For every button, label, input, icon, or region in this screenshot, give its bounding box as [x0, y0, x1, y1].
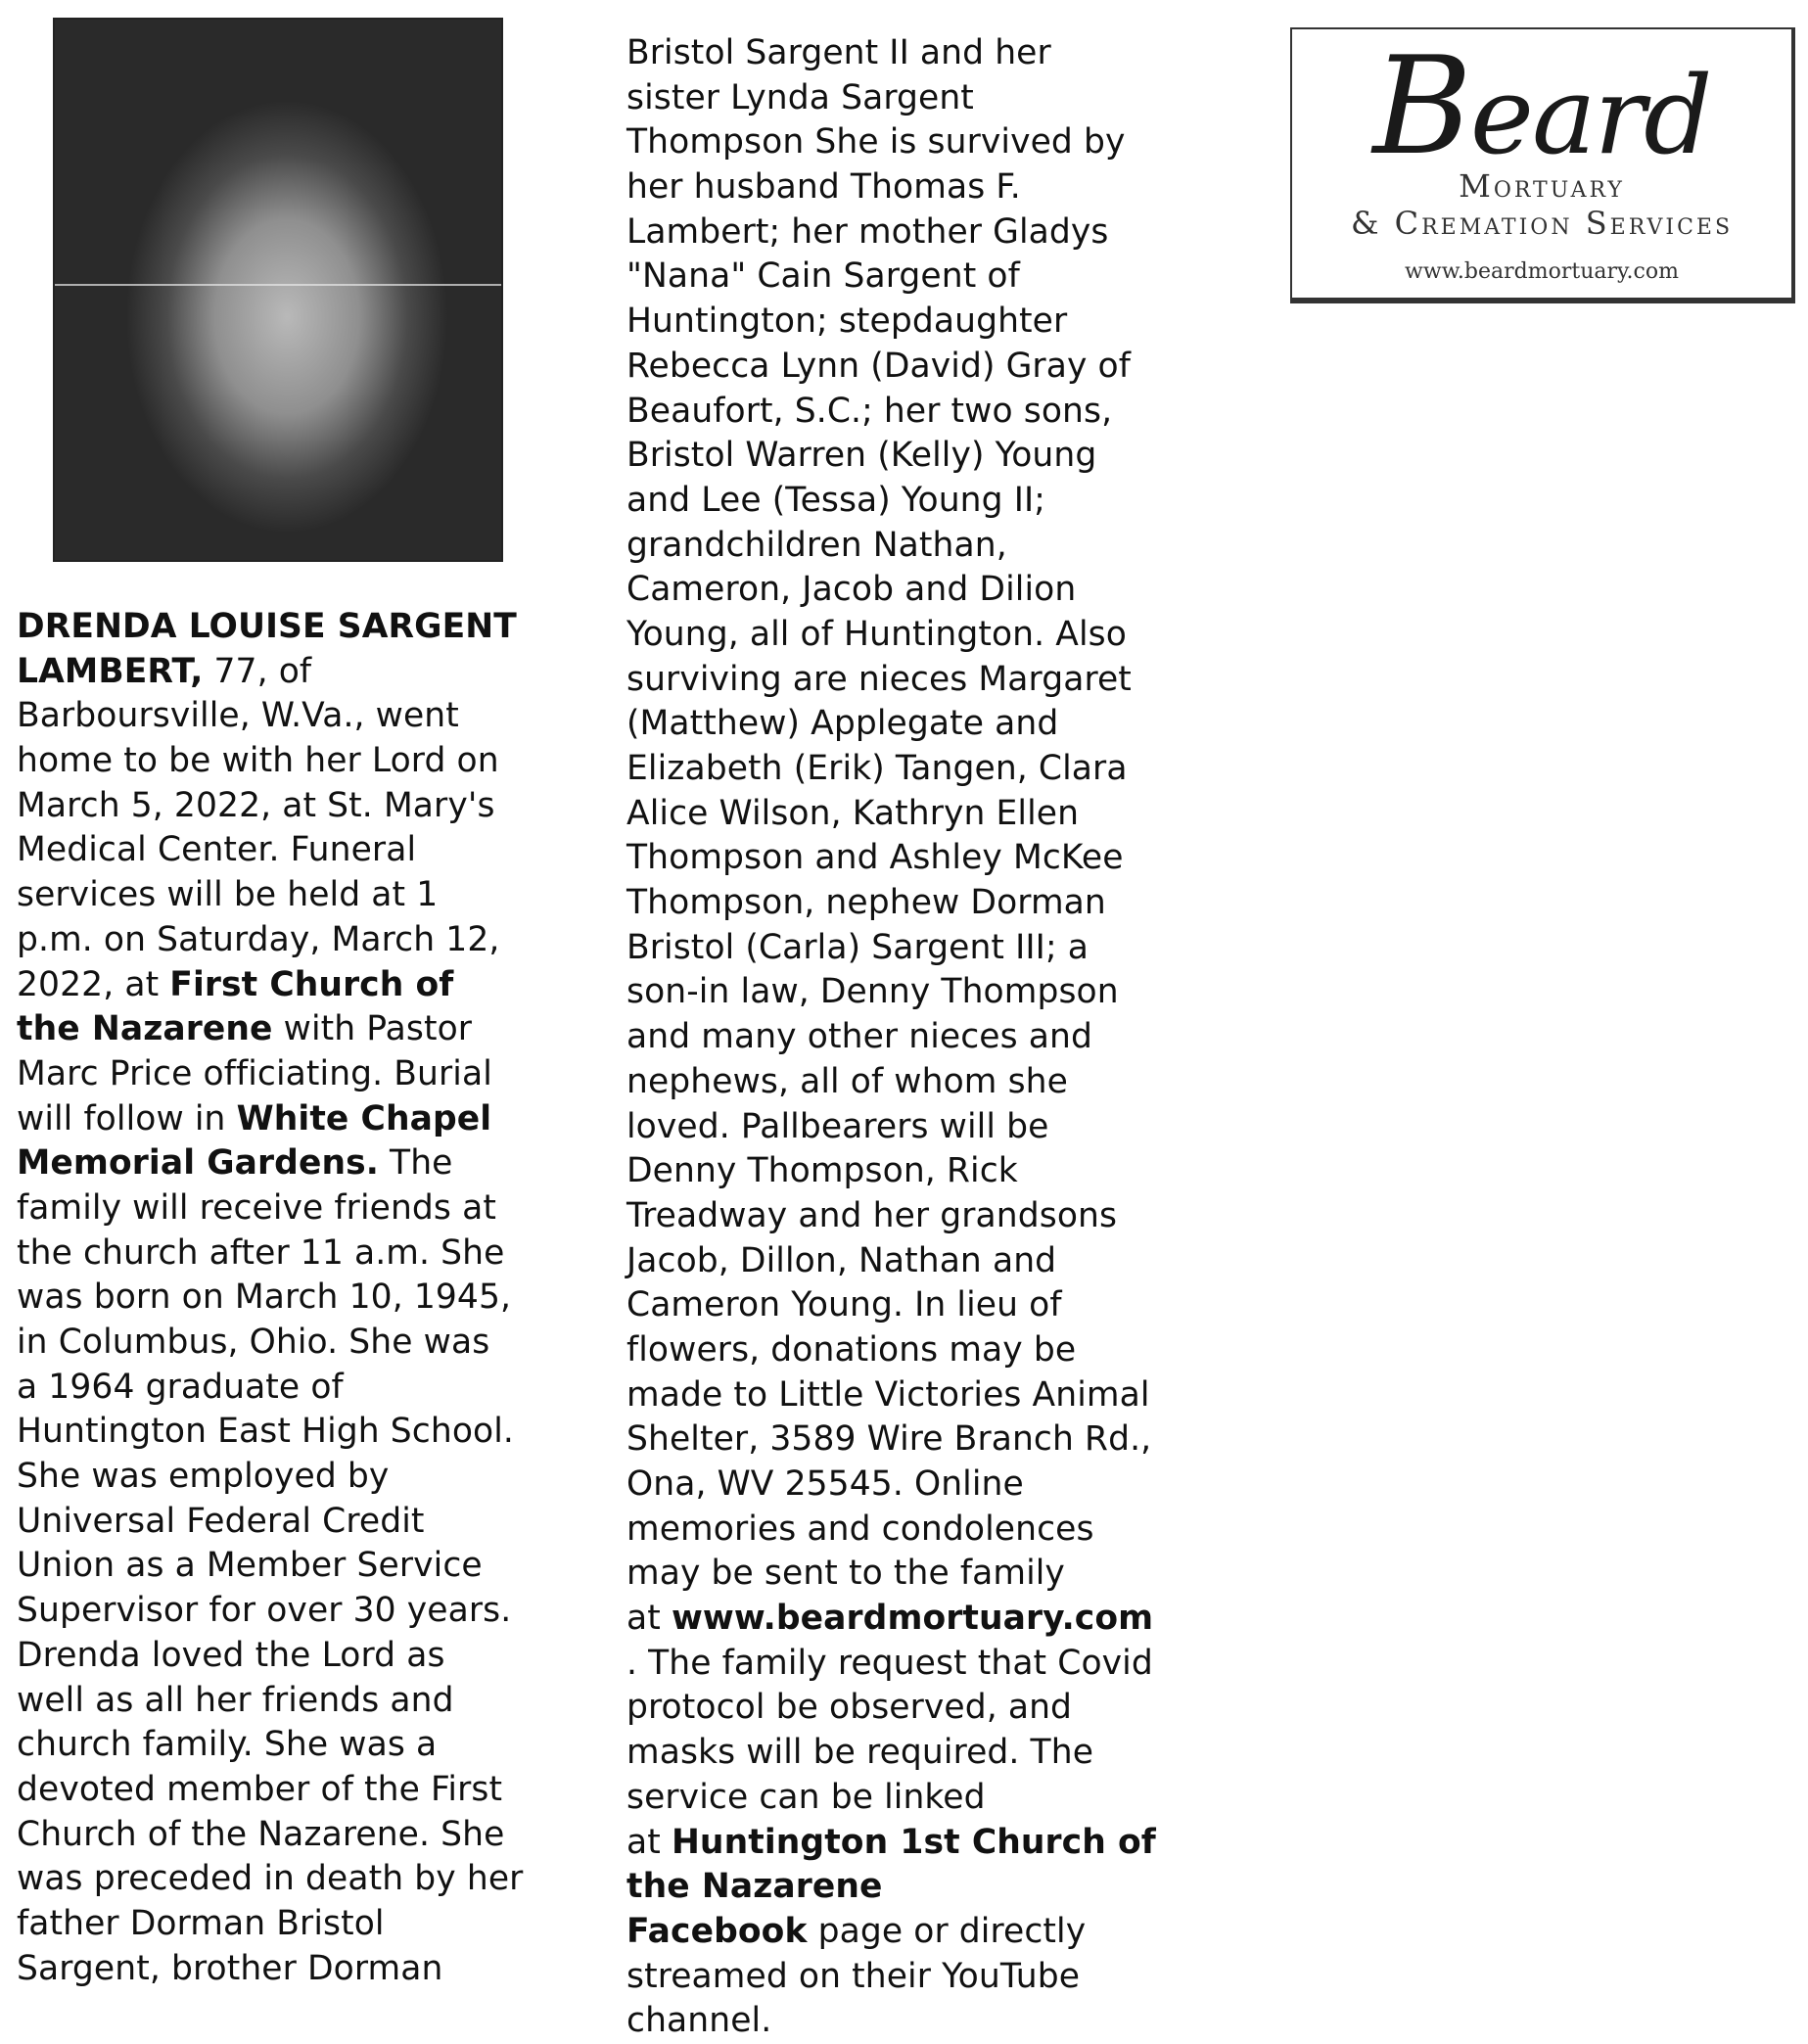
logo-rest: eard	[1469, 53, 1711, 178]
text-line	[17, 873, 584, 918]
text-segment: loved. Pallbearers will be	[626, 1106, 1049, 1146]
text-line	[17, 1097, 584, 1142]
text-line	[626, 1105, 1214, 1150]
obituary-column-2	[626, 31, 1214, 2044]
text-line	[626, 434, 1214, 479]
text-line	[17, 1768, 584, 1813]
text-segment: surviving are nieces Margaret	[626, 659, 1132, 699]
text-line	[17, 1141, 584, 1186]
text-segment: sister Lynda Sargent	[626, 77, 974, 117]
text-segment: Cameron Young. In lieu of	[626, 1285, 1062, 1325]
text-line	[626, 926, 1214, 971]
ad-tagline-cremation: & Cremation Services	[1350, 205, 1734, 242]
ad-website: www.beardmortuary.com	[1405, 259, 1679, 284]
text-segment: Drenda loved the Lord as	[17, 1635, 445, 1675]
text-segment: Sargent, brother Dorman	[17, 1948, 443, 1988]
text-segment: father Dorman Bristol	[17, 1903, 385, 1943]
text-segment: services will be held at 1	[17, 875, 439, 915]
bold-text: Memorial Gardens.	[17, 1143, 379, 1184]
text-segment: Bristol Warren (Kelly) Young	[626, 436, 1097, 476]
text-line	[626, 1686, 1214, 1731]
text-segment: March 5, 2022, at St. Mary's	[17, 785, 495, 825]
text-segment: (Matthew) Applegate and	[626, 704, 1059, 744]
ad-tagline-mortuary: Mortuary	[1459, 167, 1625, 205]
text-segment: flowers, donations may be	[626, 1329, 1077, 1370]
text-line	[17, 1589, 584, 1634]
text-line	[17, 1321, 584, 1366]
text-line	[626, 1508, 1214, 1553]
text-segment: Thompson She is survived by	[626, 122, 1126, 163]
bold-text: LAMBERT,	[17, 651, 204, 691]
text-line	[626, 1910, 1214, 1955]
text-line	[17, 650, 584, 695]
text-segment: Bristol Sargent II and her	[626, 33, 1051, 72]
text-segment: grandchildren Nathan,	[626, 525, 1007, 565]
text-line	[626, 881, 1214, 926]
text-line	[626, 1999, 1214, 2044]
text-segment: with Pastor	[272, 1009, 473, 1049]
text-segment: Huntington East High School.	[17, 1412, 514, 1452]
text-segment: nephews, all of whom she	[626, 1061, 1068, 1101]
text-line	[626, 345, 1214, 390]
text-line	[626, 658, 1214, 703]
text-segment: channel.	[626, 2001, 772, 2041]
text-line	[626, 1194, 1214, 1239]
bold-text: www.beardmortuary.com	[671, 1599, 1154, 1639]
text-line	[17, 1366, 584, 1411]
text-line	[626, 1328, 1214, 1373]
text-segment: Union as a Member Service	[17, 1546, 483, 1586]
text-segment: son-in law, Denny Thompson	[626, 972, 1119, 1012]
text-line	[626, 1731, 1214, 1776]
text-segment: will follow in	[17, 1098, 237, 1138]
text-line	[17, 1500, 584, 1545]
text-segment: Thompson and Ashley McKee	[626, 838, 1124, 878]
text-segment: Young, all of Huntington. Also	[626, 614, 1127, 654]
text-segment: Bristol (Carla) Sargent III; a	[626, 927, 1089, 967]
text-segment: may be sent to the family	[626, 1554, 1065, 1594]
text-line	[626, 1015, 1214, 1060]
text-segment: page or directly	[807, 1911, 1087, 1951]
text-line	[626, 1149, 1214, 1194]
text-line	[626, 747, 1214, 792]
text-line	[626, 792, 1214, 837]
text-line	[626, 1552, 1214, 1597]
text-line	[626, 120, 1214, 165]
text-line	[626, 1417, 1214, 1463]
text-segment: Beaufort, S.C.; her two sons,	[626, 391, 1113, 431]
text-segment: Denny Thompson, Rick	[626, 1151, 1018, 1191]
text-line	[17, 1857, 584, 1902]
text-line	[17, 1007, 584, 1052]
obituary-column-1	[17, 605, 584, 1991]
text-segment: was born on March 10, 1945,	[17, 1278, 512, 1318]
beard-mortuary-advertisement	[1290, 27, 1795, 303]
text-segment: at	[626, 1599, 672, 1639]
text-line	[626, 970, 1214, 1015]
text-line	[626, 702, 1214, 747]
text-segment: made to Little Victories Animal	[626, 1374, 1150, 1415]
text-line	[626, 613, 1214, 658]
text-line	[17, 1947, 584, 1992]
text-line	[17, 1723, 584, 1768]
text-line	[626, 1463, 1214, 1508]
text-line	[626, 1239, 1214, 1284]
text-line	[626, 1597, 1214, 1642]
text-line	[626, 1955, 1214, 2000]
text-segment: 77, of	[203, 651, 312, 691]
text-segment: Universal Federal Credit	[17, 1501, 425, 1541]
text-line	[626, 568, 1214, 613]
text-segment: and many other nieces and	[626, 1017, 1092, 1057]
text-line	[626, 255, 1214, 300]
bold-text: the Nazarene	[17, 1009, 273, 1049]
text-segment: and Lee (Tessa) Young II;	[626, 480, 1045, 520]
text-segment: Barboursville, W.Va., went	[17, 696, 459, 736]
text-segment: protocol be observed, and	[626, 1688, 1073, 1728]
scan-artifact	[55, 284, 501, 286]
text-segment: Ona, WV 25545. Online	[626, 1464, 1024, 1504]
text-line	[17, 1679, 584, 1724]
text-segment: Rebecca Lynn (David) Gray of	[626, 346, 1131, 386]
text-segment: Lambert; her mother Gladys	[626, 211, 1109, 252]
text-line	[17, 828, 584, 873]
text-segment: family will receive friends at	[17, 1187, 496, 1228]
text-line	[17, 1902, 584, 1947]
text-segment: Elizabeth (Erik) Tangen, Clara	[626, 749, 1128, 788]
text-line	[17, 963, 584, 1008]
text-line	[17, 1052, 584, 1097]
text-segment: Marc Price officiating. Burial	[17, 1053, 492, 1093]
text-line	[626, 1373, 1214, 1418]
text-segment: . The family request that Covid	[626, 1643, 1153, 1683]
text-segment: Cameron, Jacob and Dilion	[626, 570, 1077, 610]
text-segment: at	[626, 1822, 672, 1862]
text-segment: devoted member of the First	[17, 1769, 503, 1809]
text-segment: Church of the Nazarene. She	[17, 1814, 505, 1854]
portrait-photo	[53, 18, 503, 562]
text-line	[626, 76, 1214, 121]
text-line	[17, 1455, 584, 1500]
text-line	[17, 918, 584, 963]
text-line	[626, 1060, 1214, 1105]
text-line	[17, 1410, 584, 1455]
beard-logo-wordmark	[1292, 27, 1791, 185]
text-segment: the church after 11 a.m. She	[17, 1232, 505, 1273]
text-segment: p.m. on Saturday, March 12,	[17, 919, 500, 959]
text-segment: home to be with her Lord on	[17, 741, 499, 781]
text-segment: Huntington; stepdaughter	[626, 302, 1068, 342]
text-segment: The	[378, 1143, 453, 1184]
text-line	[17, 739, 584, 784]
text-line	[626, 165, 1214, 210]
text-line	[17, 694, 584, 739]
text-line	[626, 1283, 1214, 1328]
text-segment: Medical Center. Funeral	[17, 830, 417, 870]
text-segment: was preceded in death by her	[17, 1859, 524, 1899]
text-line	[17, 1544, 584, 1589]
text-segment: 2022, at	[17, 964, 170, 1004]
bold-text: Huntington 1st Church of	[671, 1822, 1156, 1862]
text-segment: Treadway and her grandsons	[626, 1195, 1118, 1235]
text-segment: Alice Wilson, Kathryn Ellen	[626, 793, 1080, 833]
text-segment: streamed on their YouTube	[626, 1956, 1081, 1996]
text-line	[17, 1634, 584, 1679]
text-line	[17, 1813, 584, 1858]
text-line	[17, 1276, 584, 1321]
text-line	[17, 1186, 584, 1231]
text-segment: masks will be required. The	[626, 1733, 1094, 1773]
text-segment: Shelter, 3589 Wire Branch Rd.,	[626, 1419, 1152, 1460]
text-segment: her husband Thomas F.	[626, 167, 1021, 208]
text-line	[626, 1821, 1214, 1866]
text-segment: Thompson, nephew Dorman	[626, 883, 1106, 923]
bold-text: First Church of	[169, 964, 454, 1004]
bold-text: Facebook	[626, 1911, 808, 1951]
text-segment: a 1964 graduate of	[17, 1367, 344, 1407]
text-line	[17, 784, 584, 829]
text-segment: well as all her friends and	[17, 1680, 454, 1720]
text-segment: service can be linked	[626, 1777, 986, 1817]
text-line	[626, 390, 1214, 435]
text-segment: She was employed by	[17, 1457, 390, 1497]
text-segment: memories and condolences	[626, 1509, 1094, 1549]
bold-text: the Nazarene	[626, 1867, 883, 1907]
text-segment: church family. She was a	[17, 1725, 438, 1765]
bold-text: DRENDA LOUISE SARGENT	[17, 607, 517, 646]
text-line	[626, 524, 1214, 569]
text-segment: Jacob, Dillon, Nathan and	[626, 1240, 1057, 1280]
text-line	[626, 31, 1214, 76]
text-segment: in Columbus, Ohio. She was	[17, 1323, 490, 1362]
text-line	[626, 300, 1214, 345]
text-line	[626, 1776, 1214, 1821]
text-line	[626, 479, 1214, 524]
text-line	[626, 1865, 1214, 1910]
text-line	[626, 210, 1214, 256]
text-segment: Supervisor for over 30 years.	[17, 1591, 512, 1631]
text-line	[17, 605, 584, 650]
logo-initial: B	[1372, 27, 1470, 185]
text-line	[17, 1231, 584, 1277]
text-line	[626, 836, 1214, 881]
bold-text: White Chapel	[236, 1098, 492, 1138]
text-segment: "Nana" Cain Sargent of	[626, 256, 1020, 297]
text-line	[626, 1642, 1214, 1687]
